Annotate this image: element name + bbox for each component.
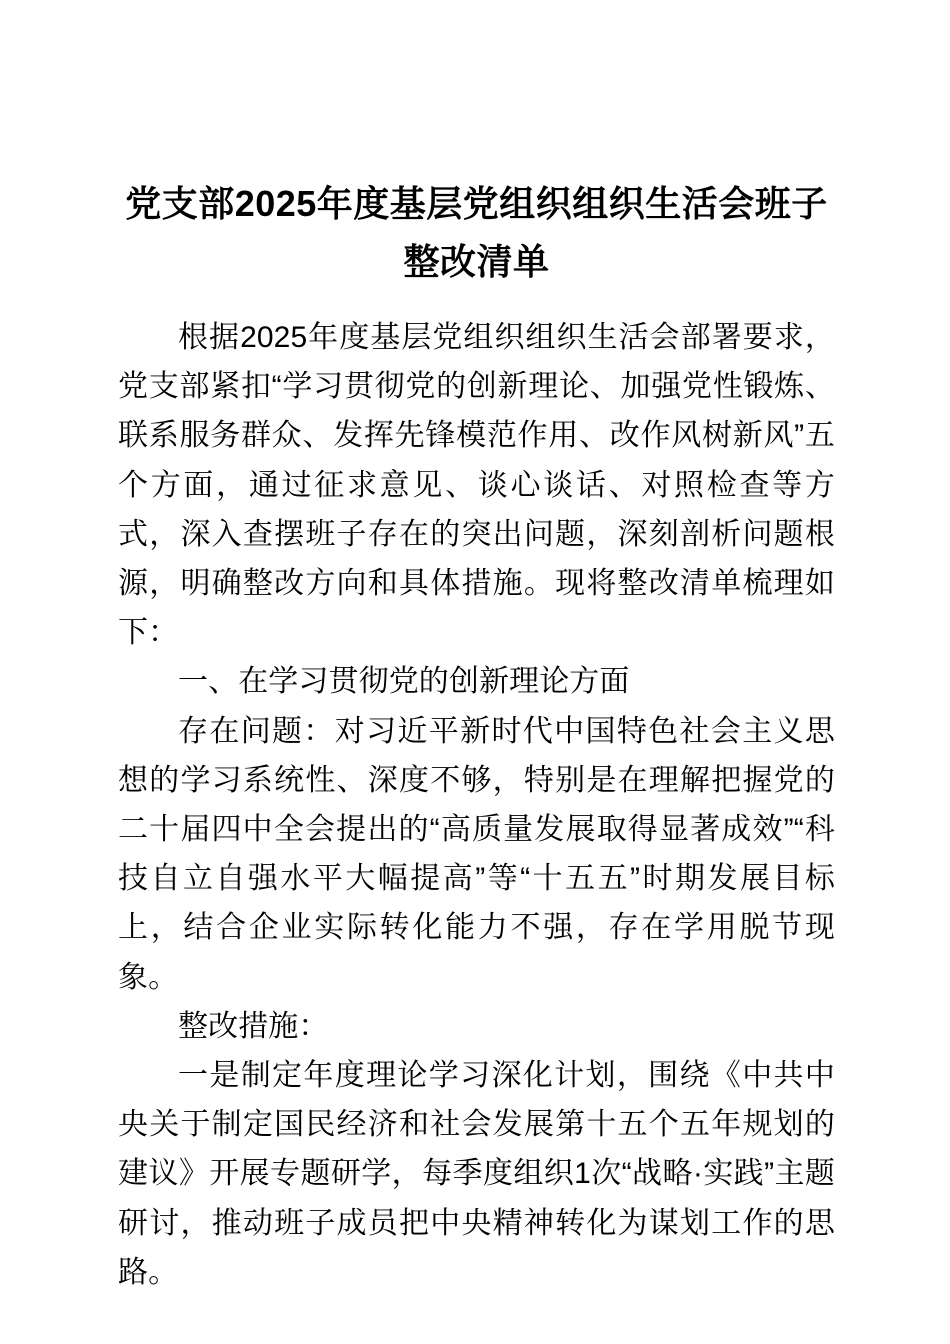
section-1-measure-item-1: 一是制定年度理论学习深化计划，围绕《中共中央关于制定国民经济和社会发展第十五个五年规划的建议》开展专题研学，每季度组织1次“战略·实践”主题研讨，推动班子成员把中央精神转化为谋划工作的思路。 [118,1059,835,1289]
section-1-measures-label: 整改措施： [178,1009,329,1043]
document-title: 党支部2025年度基层党组织组织生活会班子整改清单 [125,183,828,282]
section-1-existing-problem: 存在问题：对习近平新时代中国特色社会主义思想的学习系统性、深度不够，特别是在理解把握党的二十届四中全会提出的“高质量发展取得显著成效”“科技自立自强水平大幅提高”等“十五五”时期发展目标上，结合企业实际转化能力不强，存在学用脱节现象。 [118,714,835,994]
paragraph-intro: 根据2025年度基层党组织组织生活会部署要求，党支部紧扣“学习贯彻党的创新理论、加强党性锻炼、联系服务群众、发挥先锋模范作用、改作风树新风”五个方面，通过征求意见、谈心谈话、对照检查等方式，深入查摆班子存在的突出问题，深刻剖析问题根源，明确整改方向和具体措施。现将整改清单梳理如下： [118,321,835,650]
section-heading-1: 一、在学习贯彻党的创新理论方面 [178,665,630,699]
